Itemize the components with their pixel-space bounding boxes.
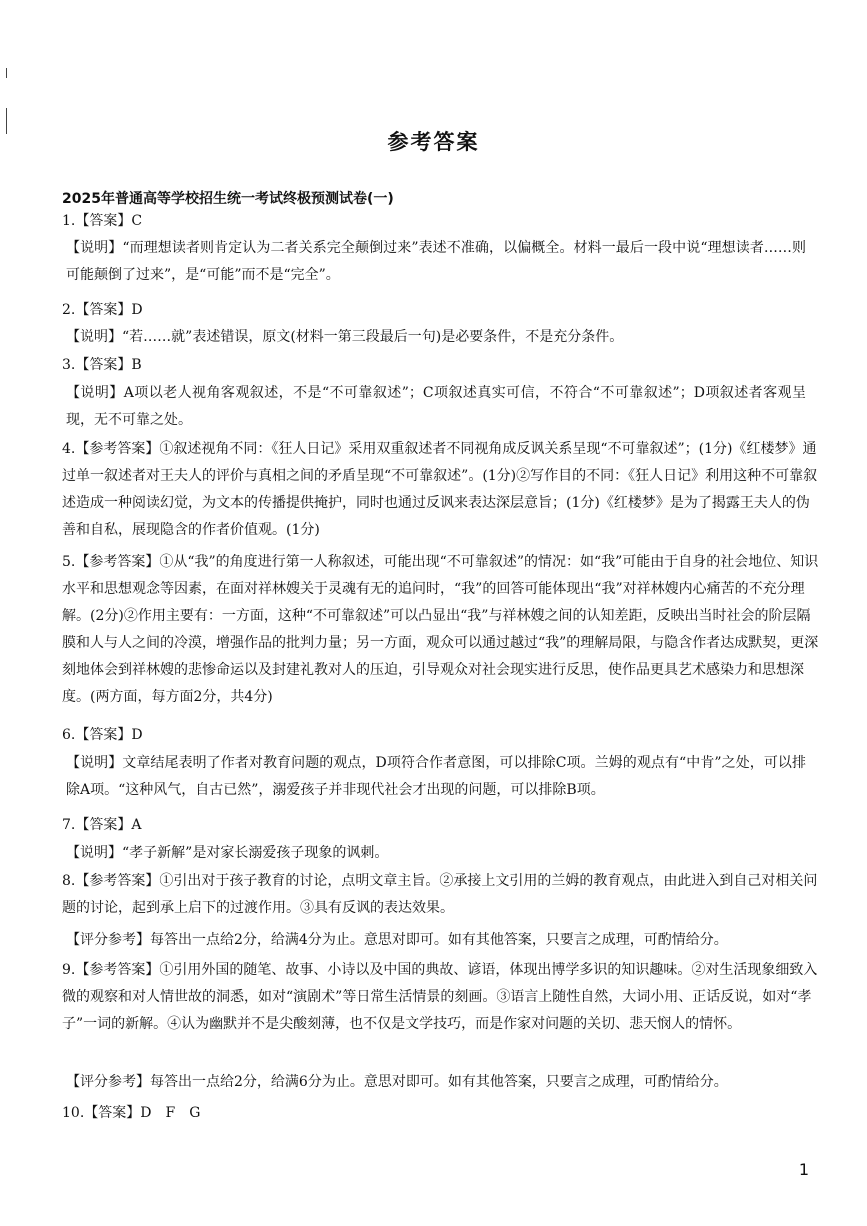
scoring-9: 【评分参考】每答出一点给2分，给满6分为止。意思对即可。如有其他答案，只要言之成理，可酌情给分。 <box>66 1074 728 1090</box>
explanation-6: 【说明】文章结尾表明了作者对教育问题的观点，D项符合作者意图，可以排除C项。兰姆的观点有“中肯”之处，可以排除A项。“这种风气，自古已然”，溺爱孩子并非现代社会才出现的问题，可以排除B项。 <box>66 755 806 798</box>
explanation-7: 【说明】“孝子新解”是对家长溺爱孩子现象的讽刺。 <box>66 845 389 861</box>
answer-9: 9.【参考答案】①引用外国的随笔、故事、小诗以及中国的典故、谚语，体现出博学多识的知识趣味。②对生活现象细致入微的观察和对人情世故的洞悉，如对“演剧术”等日常生活情景的刻画。③语言上随性自然，大词小用、正话反说，如对“孝子”一词的新解。④认为幽默并不是尖酸刻薄，也不仅是文学技巧，而是作家对问题的关切、悲天悯人的情怀。 <box>62 962 818 1032</box>
answer-8: 8.【参考答案】①引出对于孩子教育的讨论，点明文章主旨。②承接上文引用的兰姆的教育观点，由此进入到自己对相关问题的讨论，起到承上启下的过渡作用。③具有反讽的表达效果。 <box>62 873 818 916</box>
page-number: 1 <box>798 1160 809 1179</box>
answer-7: 7.【答案】A <box>62 817 142 833</box>
answer-2: 2.【答案】D <box>62 302 143 318</box>
explanation-1: 【说明】“而理想读者则肯定认为二者关系完全颠倒过来”表述不准确，以偏概全。材料一最后一段中说“理想读者……则可能颠倒了过来”，是“可能”而不是“完全”。 <box>66 240 806 283</box>
scan-edge-mark <box>6 68 7 78</box>
exam-subtitle: 2025年普通高等学校招生统一考试终极预测试卷(一) <box>62 191 394 207</box>
answer-3: 3.【答案】B <box>62 357 142 373</box>
explanation-3: 【说明】A项以老人视角客观叙述，不是“不可靠叙述”；C项叙述真实可信，不符合“不可靠叙述”；D项叙述者客观呈现，无不可靠之处。 <box>66 385 806 428</box>
page-title: 参考答案 <box>387 130 480 154</box>
answer-5: 5.【参考答案】①从“我”的角度进行第一人称叙述，可能出现“不可靠叙述”的情况：如“我”可能由于自身的社会地位、知识水平和思想观念等因素，在面对祥林嫂关于灵魂有无的追问时，“我”的回答可能体现出“我”对祥林嫂内心痛苦的不充分理解。(2分)②作用主要有：一方面，这种“不可靠叙述”可以凸显出“我”与祥林嫂之间的认知差距，反映出当时社会的阶层隔膜和人与人之间的冷漠，增强作品的批判力量；另一方面，观众可以通过越过“我”的理解局限，与隐含作者达成默契，更深刻地体会到祥林嫂的悲惨命运以及封建礼教对人的压迫，引导观众对社会现实进行反思，使作品更具艺术感染力和思想深度。(两方面，每方面2分，共4分) <box>62 554 819 705</box>
answer-4: 4.【参考答案】①叙述视角不同：《狂人日记》采用双重叙述者不同视角成反讽关系呈现“不可靠叙述”；(1分)《红楼梦》通过单一叙述者对王夫人的评价与真相之间的矛盾呈现“不可靠叙述”。(1分)②写作目的不同：《狂人日记》利用这种不可靠叙述造成一种阅读幻觉，为文本的传播提供掩护，同时也通过反讽来表达深层意旨；(1分)《红楼梦》是为了揭露王夫人的伪善和自私，展现隐含的作者价值观。(1分) <box>62 441 818 538</box>
scoring-8: 【评分参考】每答出一点给2分，给满4分为止。意思对即可。如有其他答案，只要言之成理，可酌情给分。 <box>66 932 728 948</box>
explanation-2: 【说明】“若……就”表述错误，原文(材料一第三段最后一句)是必要条件，不是充分条件。 <box>66 329 624 345</box>
answer-1: 1.【答案】C <box>62 213 143 229</box>
answer-10: 10.【答案】D F G <box>62 1105 201 1121</box>
answer-6: 6.【答案】D <box>62 727 143 743</box>
